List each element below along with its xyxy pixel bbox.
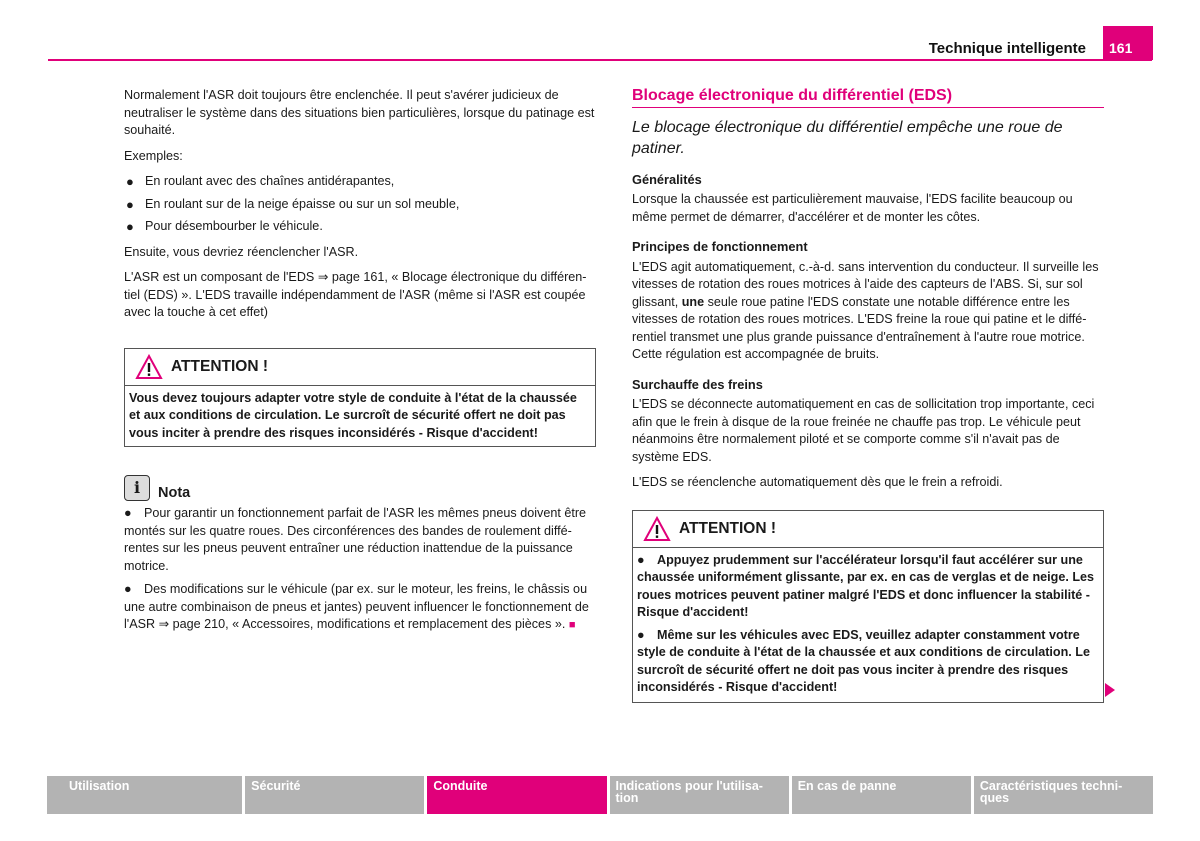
principles-paragraph: L'EDS agit automatiquement, c.-à-d. sans intervention du conducteur. Il surveille les vitesses de rotation des roues motrices à l'aide des capteurs de l'ABS. Si, sur sol glissant, une seule roue patine l'EDS constate une notable différence entre les vitesses de rotation des roues motrices. L'EDS freine la roue qui patine et le diffé-rentiel transmet une plus grande puissance d'entraînement à l'autre roue motrice. Cette régulation est accompagnée de bruits. xyxy=(632,259,1099,361)
right-column xyxy=(632,87,1104,703)
reengage-auto-paragraph: L'EDS se réenclenche automatiquement dès que le frein a refroidi. xyxy=(632,475,1003,489)
tab-utilisation[interactable]: Utilisation xyxy=(47,776,242,814)
section-title: Blocage électronique du différentiel (EDS) xyxy=(632,87,1104,108)
bullet-icon: ● xyxy=(124,582,132,596)
chapter-title: Technique intelligente xyxy=(928,40,1086,57)
asr-eds-paragraph: L'ASR est un composant de l'EDS ⇒ page 161, « Blocage électronique du différen-tiel (EDS) ». L'EDS travaille indépendamment de l'ASR (même si l'ASR est coupée avec la touche à cet effet) xyxy=(124,270,587,319)
nota-label: Nota xyxy=(158,485,191,501)
chapter-tabs xyxy=(47,776,1153,814)
attention-label: ATTENTION ! xyxy=(171,357,269,375)
list-item: ● Pour garantir un fonctionnement parfait de l'ASR les mêmes pneus doivent être montés sur les quatre roues. Des circonférences des bandes de roulement diffé-rentes sur les pneus peuvent entraîner une réduction inattendue de la puissance motrice. xyxy=(124,506,587,573)
attention-box xyxy=(124,348,596,448)
attention-label: ATTENTION ! xyxy=(679,519,777,537)
header-rule xyxy=(48,59,1152,61)
list-item: ● Des modifications sur le véhicule (par ex. sur le moteur, les freins, le châssis ou une autre combinaison de pneus et jantes) peuvent influencer le fonctionnement de l'ASR ⇒ page 210, « Accessoires, modifications et remplacement des pièces ». ■ xyxy=(124,582,589,631)
next-page-arrow-icon xyxy=(1105,683,1115,697)
general-paragraph: Lorsque la chaussée est particulièrement mauvaise, l'EDS facilite beaucoup ou même permet de démarrer, d'accélérer et de monter les côtes. xyxy=(632,192,1073,224)
attention-header xyxy=(633,511,1103,548)
warning-triangle-icon xyxy=(643,516,671,542)
heading-general: Généralités xyxy=(632,171,702,187)
tab-indications[interactable]: Indications pour l'utilisa- tion xyxy=(610,776,789,814)
heading-overheat: Surchauffe des freins xyxy=(632,376,763,392)
nota-header xyxy=(124,471,596,501)
list-item: ● Pour désembourber le véhicule. xyxy=(126,219,323,234)
warning-triangle-icon xyxy=(135,354,163,380)
intro-paragraph: Normalement l'ASR doit toujours être enclenchée. Il peut s'avérer judicieux de neutraliser le système dans des situations bien particulières, lorsque du patinage est souhaité. xyxy=(124,88,595,137)
end-mark: ■ xyxy=(568,619,576,631)
bullet-icon: ● xyxy=(637,627,645,642)
list-item: ● Appuyez prudemment sur l'accélérateur lorsqu'il faut accélérer sur une chaussée uniformément glissante, par ex. en cas de verglas et de neige. Les roues motrices peuvent patiner malgré l'EDS et donc influencer la stabilité - Risque d'accident! xyxy=(637,552,1095,619)
attention-text: Vous devez toujours adapter votre style de conduite à l'état de la chaussée et aux conditions de circulation. Le surcroît de sécurité offert ne doit pas vous inciter à prendre des risques inconsidérés - Risque d'accident! xyxy=(129,390,577,440)
tab-securite[interactable]: Sécurité xyxy=(245,776,424,814)
bullet-icon: ● xyxy=(637,552,645,567)
attention-box xyxy=(632,510,1104,703)
reengage-paragraph: Ensuite, vous devriez réenclencher l'ASR. xyxy=(124,244,359,259)
bullet-icon: ● xyxy=(124,506,132,520)
tab-panne[interactable]: En cas de panne xyxy=(792,776,971,814)
attention-list xyxy=(633,548,1103,702)
page-number: 161 xyxy=(1103,26,1153,60)
list-item: ● Même sur les véhicules avec EDS, veuillez adapter constamment votre style de conduite à l'état de la chaussée et aux conditions de circulation. Le surcroît de sécurité offert ne doit pas vous inciter à prendre des risques inconsidérés - Risque d'accident! xyxy=(637,627,1090,694)
bullet-icon: ● xyxy=(126,196,134,212)
list-item: ● En roulant avec des chaînes antidérapantes, xyxy=(126,174,395,189)
overheat-paragraph: L'EDS se déconnecte automatiquement en cas de sollicitation trop importante, ceci afin que le frein à disque de la roue freinée ne chauffe pas trop. Le véhicule peut néanmoins être normalement piloté et se comporte comme s'il n'avait pas de système EDS. xyxy=(632,397,1095,464)
examples-label: Exemples: xyxy=(124,148,183,163)
bullet-icon: ● xyxy=(126,174,134,189)
info-icon: i xyxy=(124,475,150,501)
tab-caracteristiques[interactable]: Caractéristiques techni- ques xyxy=(974,776,1153,814)
section-subtitle: Le blocage électronique du différentiel empêche une roue de patiner. xyxy=(632,118,1063,157)
bullet-icon: ● xyxy=(126,219,134,234)
attention-header xyxy=(125,349,595,386)
heading-principles: Principes de fonctionnement xyxy=(632,239,808,254)
left-column xyxy=(124,87,596,635)
list-item: ● En roulant sur de la neige épaisse ou sur un sol meuble, xyxy=(126,196,460,212)
tab-conduite[interactable]: Conduite xyxy=(427,776,606,814)
